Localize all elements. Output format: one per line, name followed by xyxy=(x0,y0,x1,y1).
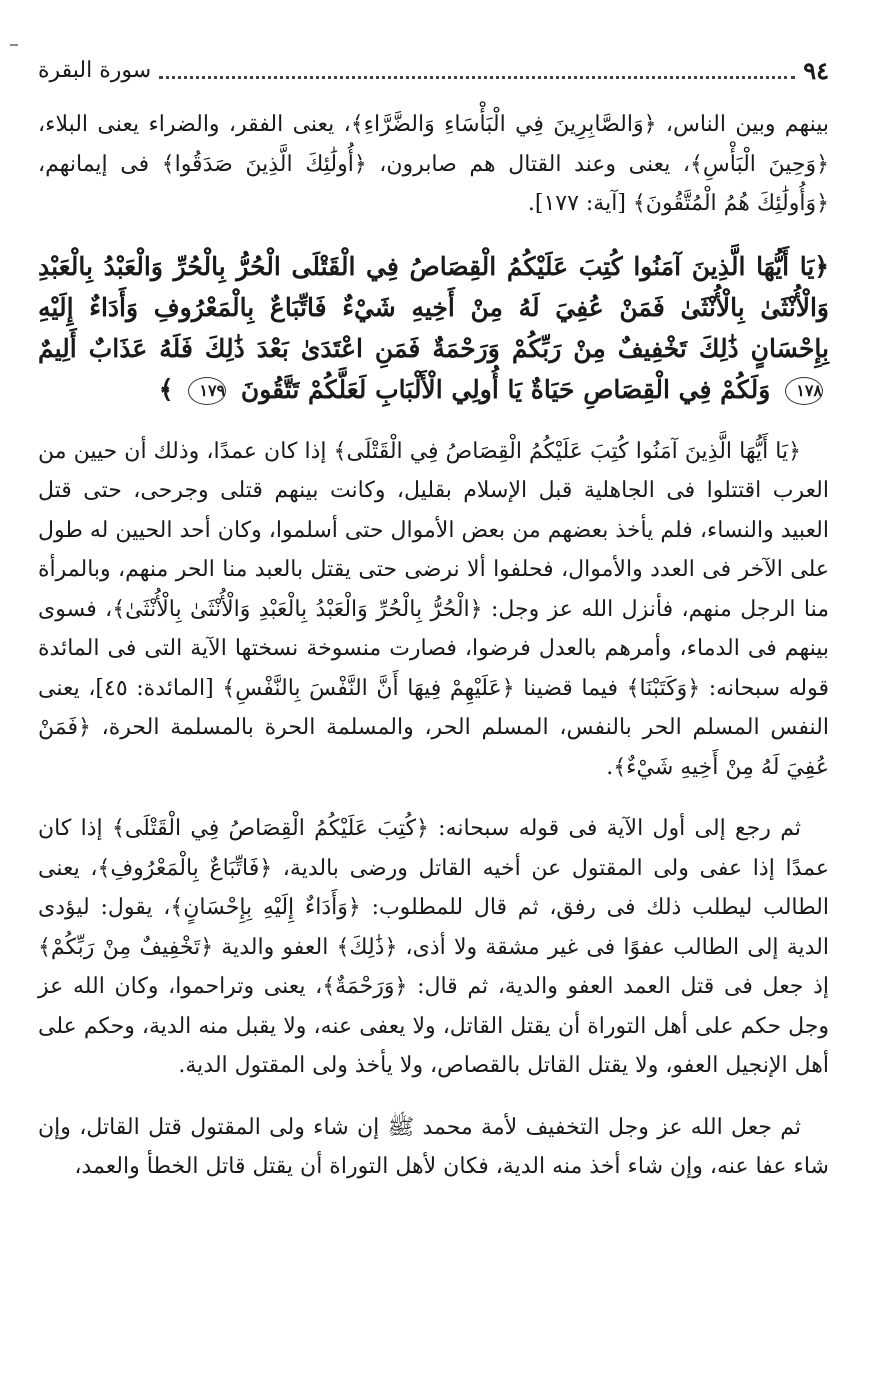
quran-block-closing-bracket: ﴾ xyxy=(158,374,174,404)
quran-verse-179: وَلَكُمْ فِي الْقِصَاصِ حَيَاةٌ يَا أُولِي الْأَلْبَابِ لَعَلَّكُمْ تَتَّقُونَ xyxy=(240,374,771,404)
running-header xyxy=(38,56,829,87)
verse-number-178: ١٧٨ xyxy=(785,377,823,405)
dotted-leader xyxy=(159,76,795,79)
paragraph-2: ﴿يَا أَيُّهَا الَّذِينَ آمَنُوا كُتِبَ عَلَيْكُمُ الْقِصَاصُ فِي الْقَتْلَى﴾ إذا كان عمدًا، وذلك أن حيين من العرب اقتتلوا فى الجاهلية قبل الإسلام بقليل، وكانت بينهم قتلى وجرحى، حتى قتل العبيد والنساء، فلم يأخذ بعضهم من بعض الأموال حتى أسلموا، وكان أحد الحيين له طول على الآخر فى العدد والأموال، فحلفوا ألا نرضى حتى يقتل بالعبد منا الحر منهم، وبالمرأة منا الرجل منهم، فأنزل الله عز وجل: ﴿الْحُرُّ بِالْحُرِّ وَالْعَبْدُ بِالْعَبْدِ وَالْأُنْثَىٰ بِالْأُنْثَىٰ﴾، فسوى بينهم فى الدماء، وأمرهم بالعدل فرضوا، فصارت منسوخة نسختها الآية التى فى المائدة قوله سبحانه: ﴿وَكَتَبْنَا﴾ فيما قضينا ﴿عَلَيْهِمْ فِيهَا أَنَّ النَّفْسَ بِالنَّفْسِ﴾ [المائدة: ٤٥]، يعنى النفس المسلم الحر بالنفس، المسلم الحر، والمسلمة الحرة بالمسلمة الحرة، ﴿فَمَنْ عُفِيَ لَهُ مِنْ أَخِيهِ شَيْءٌ﴾. xyxy=(38,438,830,780)
spacer xyxy=(38,1086,829,1108)
paragraph-3: ثم رجع إلى أول الآية فى قوله سبحانه: ﴿كُتِبَ عَلَيْكُمُ الْقِصَاصُ فِي الْقَتْلَى﴾ إذا كان عمدًا إذا عفى ولى المقتول عن أخيه القاتل ورضى بالدية، ﴿فَاتِّبَاعٌ بِالْمَعْرُوفِ﴾، يعنى الطالب ليطلب ذلك فى رفق، ثم قال للمطلوب: ﴿وَأَدَاءٌ إِلَيْهِ بِإِحْسَانٍ﴾، يقول: ليؤدى الدية إلى الطالب عفوًا فى غير مشقة ولا أذى، ﴿ذَٰلِكَ﴾ العفو والدية ﴿تَخْفِيفٌ مِنْ رَبِّكُمْ﴾ إذ جعل فى قتل العمد العفو والدية، ثم قال: ﴿وَرَحْمَةٌ﴾، يعنى وتراحموا، وكان الله عز وجل حكم على أهل التوراة أن يقتل القاتل، ولا يعفى عنه، ولا يقبل منه الدية، وحكم على أهل الإنجيل العفو، ولا يقتل القاتل بالقصاص، ولا يأخذ ولى المقتول الدية. xyxy=(38,816,830,1078)
quran-verse-178: ﴿يَا أَيُّهَا الَّذِينَ آمَنُوا كُتِبَ عَلَيْكُمُ الْقِصَاصُ فِي الْقَتْلَى الْحُرُّ بِالْحُرِّ وَالْعَبْدُ بِالْعَبْدِ وَالْأُنْثَىٰ بِالْأُنْثَىٰ فَمَنْ عُفِيَ لَهُ مِنْ أَخِيهِ شَيْءٌ فَاتِّبَاعٌ بِالْمَعْرُوفِ وَأَدَاءٌ إِلَيْهِ بِإِحْسَانٍ ذَٰلِكَ تَخْفِيفٌ مِنْ رَبِّكُمْ وَرَحْمَةٌ فَمَنِ اعْتَدَىٰ بَعْدَ ذَٰلِكَ فَلَهُ عَذَابٌ أَلِيمٌ xyxy=(38,251,829,363)
verse-number-179: ١٧٩ xyxy=(188,377,226,405)
paragraph-1: بينهم وبين الناس، ﴿وَالصَّابِرِينَ فِي الْبَأْسَاءِ وَالضَّرَّاءِ﴾، يعنى الفقر، والضراء يعنى البلاء، ﴿وَحِينَ الْبَأْسِ﴾، يعنى وعند القتال هم صابرون، ﴿أُولَٰئِكَ الَّذِينَ صَدَقُوا﴾ فى إيمانهم، ﴿وَأُولَٰئِكَ هُمُ الْمُتَّقُونَ﴾ [آية: ١٧٧]. xyxy=(38,112,829,216)
margin-tick xyxy=(10,44,18,46)
paragraph-4: ثم جعل الله عز وجل التخفيف لأمة محمد ﷺ إن شاء ولى المقتول قتل القاتل، وإن شاء عفا عنه، وإن شاء أخذ منه الدية، فكان لأهل التوراة أن يقتل قاتل الخطأ والعمد، xyxy=(38,1114,829,1179)
page-number: ٩٤ xyxy=(803,56,829,85)
spacer xyxy=(38,410,829,432)
spacer xyxy=(38,224,829,246)
spacer xyxy=(38,787,829,809)
surah-title: سورة البقرة xyxy=(38,58,152,83)
quran-verses-block xyxy=(38,246,829,410)
